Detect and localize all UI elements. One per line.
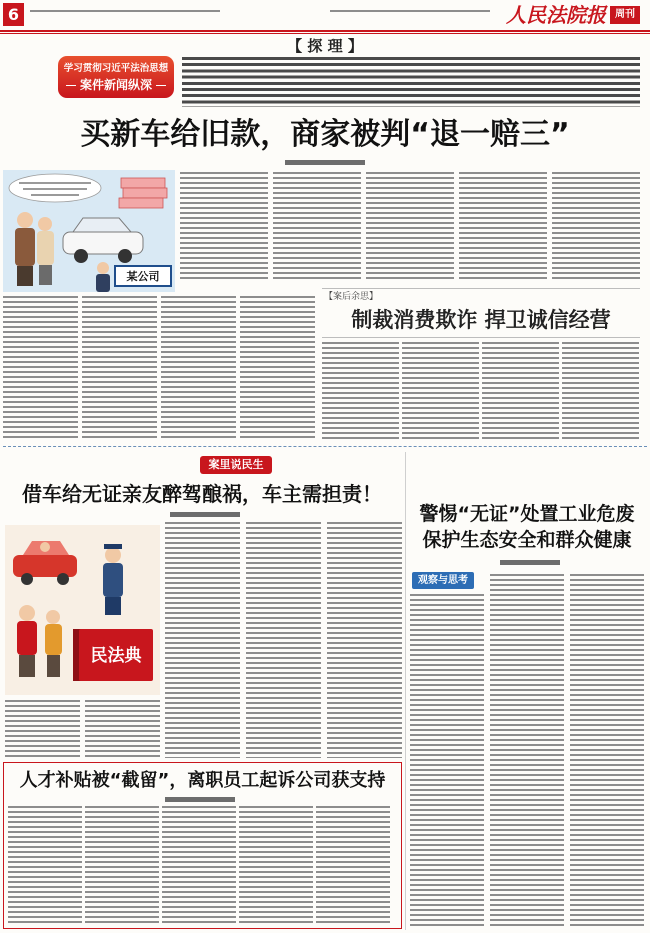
speech-bubble-line [31,194,79,196]
person-body [17,621,37,655]
livelihood-text-column [165,522,240,758]
person-head [19,605,35,621]
column-divider [405,452,406,930]
livelihood-text-column [327,522,402,758]
banner-line-1: 学习贯彻习近平法治思想 [63,63,169,74]
afterthought-heading: 制裁消费欺诈 捍卫诚信经营 [351,308,611,332]
section-label: 【 探 理 】 [287,37,363,55]
car-wheel [57,573,69,585]
main-headline: 买新车给旧款，商家被判“退一赔三” [80,117,570,152]
money-stack [123,188,167,198]
livelihood-text-column [5,700,80,758]
civil-code-book-title: 民法典 [90,646,142,666]
environment-headline-line-2: 保护生态安全和群众健康 [422,529,632,551]
car-wheel [21,573,33,585]
person-body [45,624,62,655]
environment-byline [500,560,560,565]
livelihood-text-column [246,522,321,758]
talent-headline: 人才补贴被“截留”，离职员工起诉公司获支持 [19,770,386,791]
talent-byline [165,797,235,802]
talent-text-column [239,806,313,924]
officer-cap [104,544,122,549]
afterthought-text-column [322,342,399,440]
header-contact-line [330,10,490,15]
talent-text-column [162,806,236,924]
afterthought-text-column [562,342,639,440]
customer-head [17,212,33,228]
afterthought-tag: 【案后余思】 [324,292,379,302]
main-text-column [161,296,236,440]
car-body [13,555,77,577]
salesman-body [96,274,110,292]
afterthought-box [322,288,640,338]
paper-logo: 人民法院报 [506,3,606,27]
main-text-column [82,296,157,440]
livelihood-byline [170,512,240,517]
talent-text-column [85,806,159,924]
column-banner [58,56,174,98]
customer-legs [17,266,33,286]
page-number: 6 [7,5,20,24]
person-legs [19,655,35,677]
page-number-badge [3,3,24,26]
main-text-column [273,172,361,280]
observation-tag: 观察与思考 [412,572,474,589]
main-text-column [180,172,268,280]
drunk-driving-illustration [5,525,160,695]
person-head [46,610,60,624]
car-dealer-illustration [3,170,175,292]
livelihood-text-column [85,700,160,758]
afterthought-text-column [482,342,559,440]
main-text-column [366,172,454,280]
livelihood-tag: 案里说民生 [200,456,272,474]
edition-badge: 周刊 [610,6,640,24]
environment-text-column [410,594,484,928]
money-stack [119,198,163,208]
officer-legs [105,597,121,615]
car-body [63,232,143,254]
person-legs [47,655,60,677]
section-divider [3,446,647,447]
car-wheel [74,249,88,263]
main-byline [285,160,365,165]
environment-text-column [570,574,644,928]
livelihood-headline: 借车给无证亲友醉驾酿祸，车主需担责！ [22,482,382,506]
company-sign-text: 某公司 [126,270,160,283]
salesman-head [97,262,109,274]
banner-line-2: 案件新闻纵深 [58,77,174,93]
header-date-line [30,10,220,15]
talent-text-column [316,806,390,924]
customer-head [38,217,52,231]
driver-head [40,542,50,552]
speech-bubble-line [23,188,87,190]
environment-text-column [490,574,564,928]
intro-paragraph [182,57,640,107]
officer-head [105,547,121,563]
afterthought-text-column [402,342,479,440]
speech-bubble-line [19,182,91,184]
main-text-column [3,296,78,440]
money-stack [121,178,165,188]
customer-legs [39,265,52,285]
header-rule [0,30,650,34]
talent-text-column [8,806,82,924]
car-wheel [118,249,132,263]
customer-body [37,231,54,265]
customer-body [15,228,35,266]
main-text-column [552,172,640,280]
environment-headline-line-1: 警惕“无证”处置工业危废 [419,503,635,525]
main-text-column [240,296,315,440]
officer-body [103,563,123,597]
main-text-column [459,172,547,280]
